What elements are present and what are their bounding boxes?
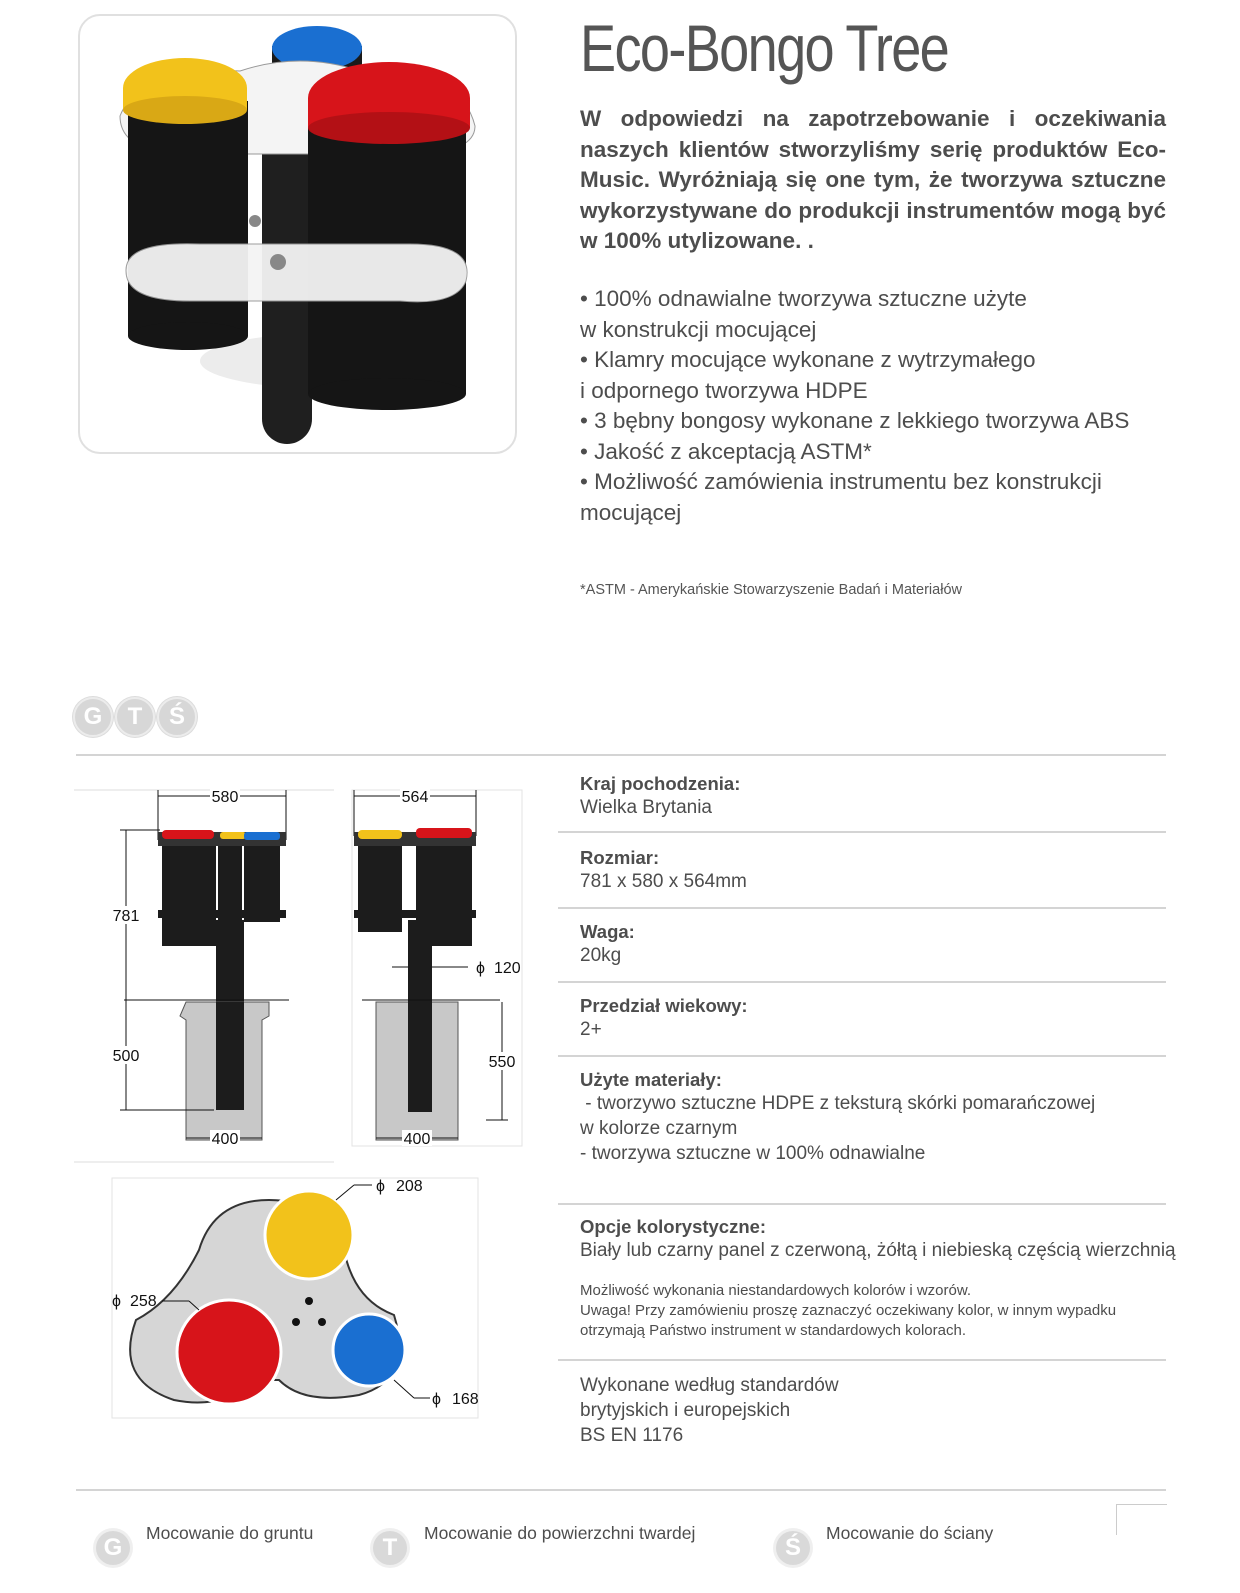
spec-materials-line: - tworzywa sztuczne w 100% odnawialne (580, 1143, 926, 1164)
dim-top-d2-symbol: ϕ (112, 1293, 121, 1310)
spec-standards-line: BS EN 1176 (580, 1425, 684, 1446)
spec-colors-value: Biały lub czarny panel z czerwoną, żółtą i niebieską częścią wierzchnią (580, 1240, 1176, 1261)
feature-line: mocującej (580, 499, 682, 525)
feature-line: • Klamry mocujące wykonane z wytrzymałego (580, 347, 1036, 372)
dim-side-width: 564 (401, 789, 429, 806)
dim-top-d1-symbol: ϕ (376, 1178, 385, 1195)
spec-origin (580, 773, 1166, 820)
spec-colors-label: Opcje kolorystyczne: (580, 1216, 767, 1237)
product-title: Eco-Bongo Tree (580, 11, 949, 85)
divider (558, 1055, 1166, 1057)
spec-origin-value: Wielka Brytania (580, 797, 712, 818)
dim-side-depth: 550 (488, 1054, 516, 1071)
dim-top-d3: 168 (452, 1391, 479, 1408)
front-view-drawing (74, 788, 334, 1162)
divider (558, 907, 1166, 909)
spec-materials-line: - tworzywo sztuczne HDPE z teksturą skórki pomarańczowej (580, 1093, 1096, 1114)
spec-age-label: Przedział wiekowy: (580, 995, 748, 1016)
legend-ground-icon: G (96, 1531, 130, 1565)
legend-hard-surface-icon: T (373, 1531, 407, 1565)
technical-drawings (74, 780, 534, 1440)
badge-ground: G (73, 697, 113, 737)
divider (558, 1203, 1166, 1205)
feature-line: • 3 bębny bongosy wykonane z lekkiego tworzywa ABS (580, 408, 1130, 433)
dim-front-base: 400 (211, 1131, 239, 1148)
dim-front-height-top: 781 (112, 908, 140, 925)
spec-weight-value: 20kg (580, 945, 622, 966)
top-view-drawing (112, 1178, 479, 1418)
spec-colors-note: Możliwość wykonania niestandardowych kolorów i wzorów. (580, 1282, 972, 1299)
spec-standards-line: Wykonane według standardów (580, 1375, 839, 1396)
spec-colors-note: otrzymają Państwo instrument w standardowych kolorach. (580, 1322, 967, 1339)
spec-age-value: 2+ (580, 1019, 602, 1040)
dim-top-d1: 208 (396, 1178, 423, 1195)
spec-weight-label: Waga: (580, 921, 635, 942)
dim-side-pole: 120 (494, 960, 521, 977)
spec-standards-line: brytyjskich i europejskich (580, 1400, 791, 1421)
divider (558, 981, 1166, 983)
spec-materials-label: Użyte materiały: (580, 1069, 722, 1090)
dim-top-d2: 258 (130, 1293, 157, 1310)
divider (558, 1359, 1166, 1361)
badge-wall: Ś (157, 697, 197, 737)
divider (76, 754, 1166, 756)
dim-side-base: 400 (403, 1131, 431, 1148)
dim-side-pole-symbol: ϕ (476, 960, 485, 977)
badge-hard-surface: T (115, 697, 155, 737)
corner-mark (1116, 1504, 1167, 1535)
spec-colors (580, 1216, 1176, 1341)
feature-line: • Jakość z akceptacją ASTM* (580, 438, 872, 464)
divider (558, 831, 1166, 833)
feature-line: w konstrukcji mocującej (580, 316, 817, 342)
spec-materials (580, 1069, 1166, 1166)
dim-top-d3-symbol: ϕ (432, 1391, 441, 1408)
spec-age (580, 995, 1166, 1042)
spec-weight (580, 921, 1166, 968)
spec-size-value: 781 x 580 x 564mm (580, 871, 747, 892)
legend-ground-text: Mocowanie do gruntu (146, 1523, 314, 1543)
dim-front-width: 580 (211, 789, 239, 806)
legend-hard-surface-text: Mocowanie do powierzchni twardej (424, 1523, 696, 1543)
spec-size (580, 847, 1166, 894)
feature-line: • Możliwość zamówienia instrumentu bez konstrukcji (580, 469, 1102, 494)
bongo-illustration (80, 16, 515, 452)
spec-standards (580, 1373, 1166, 1448)
product-photo (78, 14, 517, 454)
spec-size-label: Rozmiar: (580, 847, 660, 868)
feature-line: • 100% odnawialne tworzywa sztuczne użyte (580, 286, 1027, 311)
feature-line: i odpornego tworzywa HDPE (580, 377, 868, 403)
spec-colors-note: Uwaga! Przy zamówieniu proszę zaznaczyć oczekiwany kolor, w innym wypadku (580, 1302, 1117, 1319)
astm-footnote: *ASTM - Amerykańskie Stowarzyszenie Badań i Materiałów (580, 582, 962, 598)
intro-paragraph: W odpowiedzi na zapotrzebowanie i oczekiwania naszych klientów stworzyliśmy serię produktów Eco-Music. Wyróżniają się one tym, że tworzywa sztuczne wykorzystywane do produkcji instrumentów mogą być w 100% utylizowane. . (580, 106, 1166, 253)
side-view-drawing (352, 788, 522, 1148)
dim-front-height-bottom: 500 (112, 1048, 140, 1065)
spec-origin-label: Kraj pochodzenia: (580, 773, 741, 794)
divider (76, 1489, 1166, 1491)
spec-materials-line: w kolorze czarnym (580, 1118, 738, 1139)
feature-list (580, 284, 1180, 528)
legend-wall-text: Mocowanie do ściany (826, 1523, 994, 1543)
legend-wall-icon: Ś (776, 1531, 810, 1565)
